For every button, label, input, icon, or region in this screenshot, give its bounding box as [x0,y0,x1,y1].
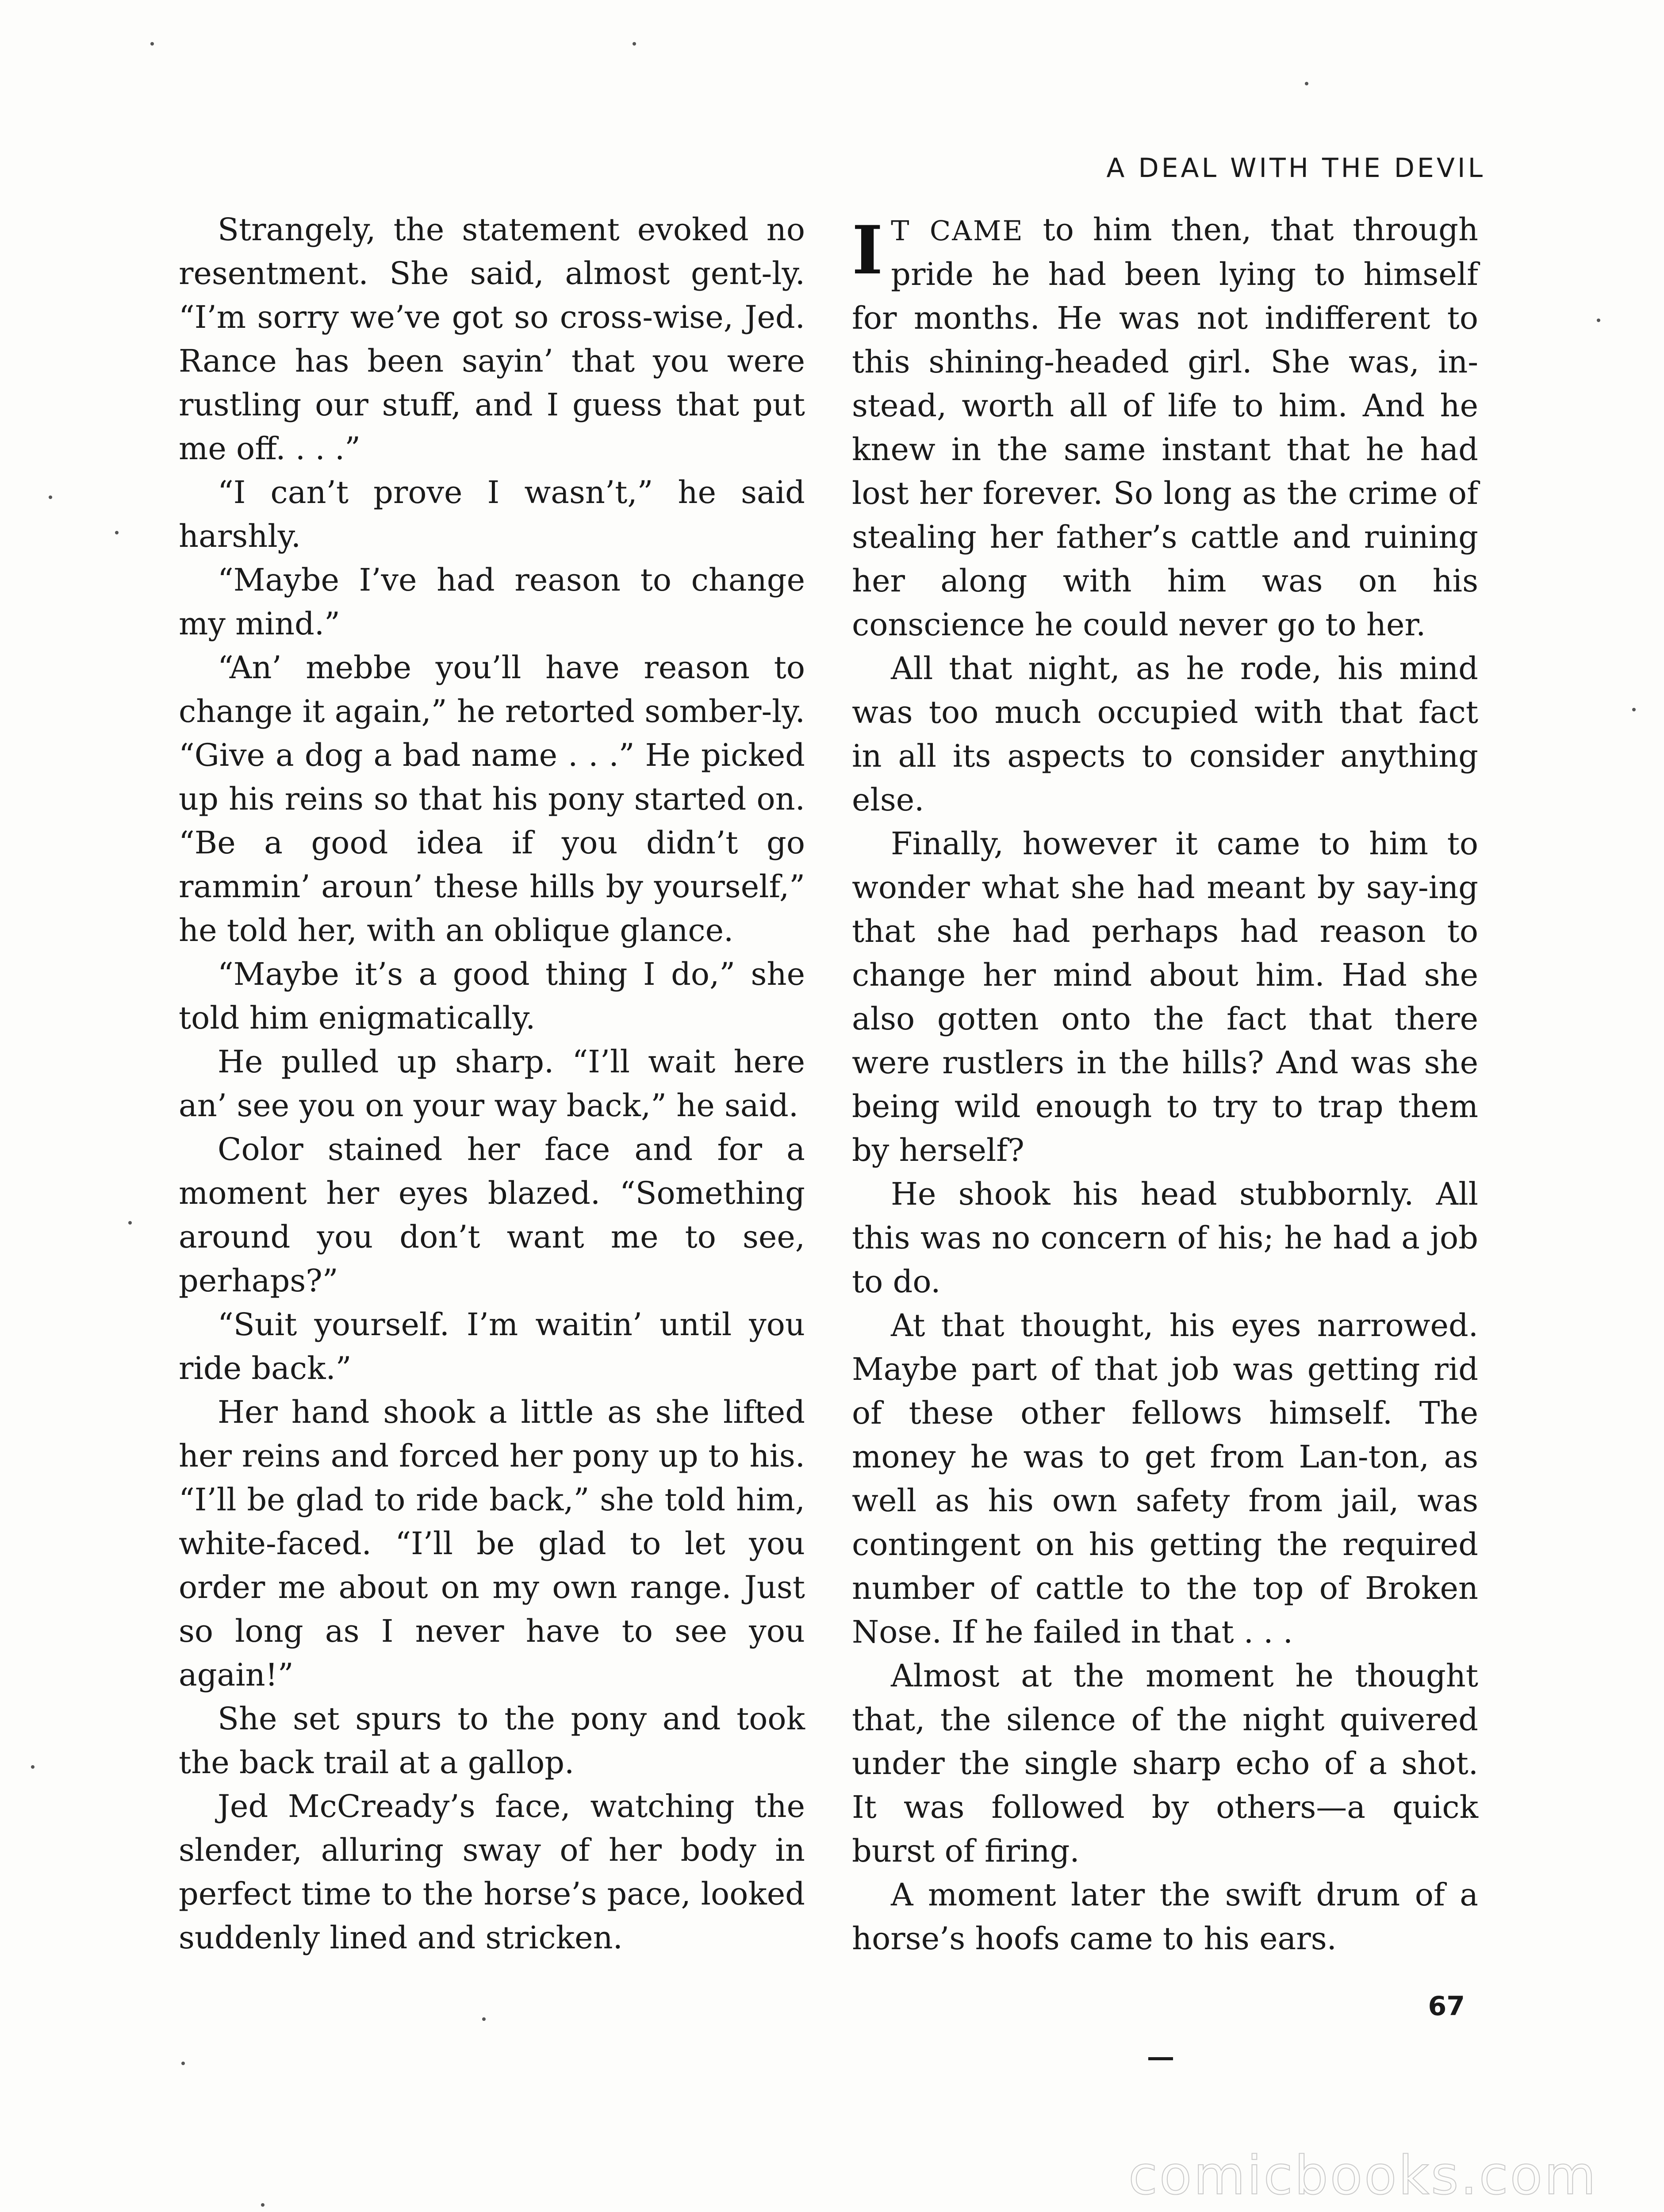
page-number: 67 [1428,1991,1465,2022]
print-speck [128,1221,132,1225]
print-speck [1597,319,1600,322]
paragraph: “An’ mebbe you’ll have reason to change it again,” he retorted somber-ly. “Give a dog a bad name . . .” He picked up his reins so that his pony started on. “Be a good idea if you didn’t go rammin’ aroun’ these hills by yourself,” he told her, with an oblique glance. [179,649,805,949]
paragraph: “I can’t prove I wasn’t,” he said harshly. [179,474,805,554]
print-speck [31,1765,35,1769]
print-speck [633,42,636,46]
site-watermark: comicbooks.com [1128,2145,1598,2207]
opening-paragraph [852,208,1478,647]
paragraph: He shook his head stubbornly. All this was no concern of his; he had a job to do. [852,1176,1478,1300]
print-speck [1305,82,1308,85]
paragraph: Almost at the moment he thought that, the silence of the night quivered under the single sharp echo of a shot. It was followed by others—a quick burst of firing. [852,1658,1478,1869]
print-speck [115,531,119,534]
paragraph: All that night, as he rode, his mind was too much occupied with that fact in all its aspects to consider anything else. [852,650,1478,818]
paragraph: Color stained her face and for a moment her eyes blazed. “Something around you don’t want me to see, perhaps?” [179,1131,805,1299]
paragraph: A moment later the swift drum of a horse’s hoofs came to his ears. [852,1877,1478,1957]
running-title: A DEAL WITH THE DEVIL [1106,153,1485,184]
paragraph: Her hand shook a little as she lifted her reins and forced her pony up to his. “I’ll be glad to ride back,” she told him, white-faced. “I’ll be glad to let you order me about on my own range. Just so long as I never have to see you again!” [179,1394,805,1693]
opening-paragraph-text: to him then, that through pride he had been lying to himself for months. He was not indifferent to this shining-headed girl. She was, in-stead, worth all of life to him. And he knew in the same instant that he had lost her forever. So long as the crime of stealing her father’s cattle and ruining her along with him was on his conscience he could never go to her. [852,211,1478,643]
paragraph: “Maybe I’ve had reason to change my mind.” [179,562,805,642]
paragraph: “Maybe it’s a good thing I do,” she told him enigmatically. [179,956,805,1036]
print-speck [49,495,52,499]
paragraph: Jed McCready’s face, watching the slender, alluring sway of her body in perfect time to the horse’s pace, looked suddenly lined and stricken. [179,1788,805,1956]
drop-cap: I [852,211,883,289]
left-column [179,208,805,1960]
print-speck [181,2062,185,2065]
paragraph: “Suit yourself. I’m waitin’ until you ride back.” [179,1306,805,1386]
paragraph: She set spurs to the pony and took the back trail at a gallop. [179,1701,805,1781]
paragraph: Finally, however it came to him to wonder what she had meant by say-ing that she had perhaps had reason to change her mind about him. Had she also gotten onto the fact that there were rustlers in the hills? And was she being wild enough to try to trap them by herself? [852,826,1478,1168]
print-speck [150,42,154,46]
print-speck [482,2017,486,2021]
paragraph: At that thought, his eyes narrowed. Maybe part of that job was getting rid of these other fellows himself. The money he was to get from Lan-ton, as well as his own safety from jail, was contingent on his getting the required number of cattle to the top of Broken Nose. If he failed in that . . . [852,1307,1478,1650]
paragraph: Strangely, the statement evoked no resentment. She said, almost gent-ly. “I’m sorry we’ve got so cross-wise, Jed. Rance has been sayin’ that you were rustling our stuff, and I guess that put me off. . . .” [179,211,805,467]
right-column [852,208,1478,1961]
print-speck [261,2203,265,2207]
print-speck [1632,708,1636,711]
opening-small-caps: T CAME [891,215,1024,247]
page-number-rule [1148,2057,1173,2060]
paragraph: He pulled up sharp. “I’ll wait here an’ see you on your way back,” he said. [179,1044,805,1124]
